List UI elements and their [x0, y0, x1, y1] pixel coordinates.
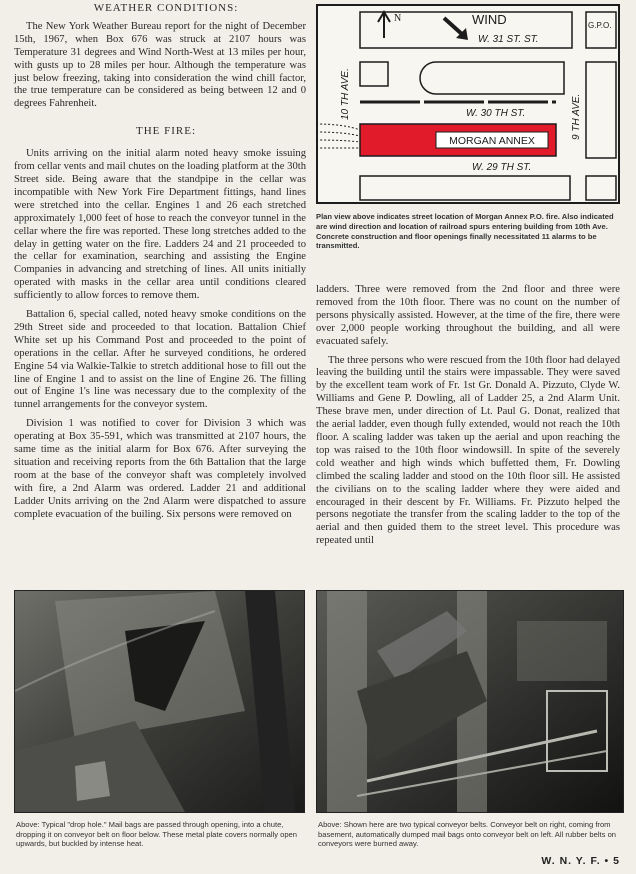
street-map-drawing: [316, 4, 620, 204]
morgan-annex-label: MORGAN ANNEX: [449, 135, 535, 147]
ave-10-label: 10 TH AVE.: [340, 68, 351, 120]
gpo-label: G.P.O.: [588, 21, 612, 30]
north-label: N: [394, 13, 402, 24]
photo-drop-hole-image: [15, 591, 304, 812]
weather-paragraph: The New York Weather Bureau report for the night of December 15th, 1967, when Box 676 was struck at 2107 hours was Temperature 31 degrees and Wind North-West at 13 miles per hour, with gusts up to 28 miles per hour. Although the temperature was just below freezing, taking into consideration the wind chill factor, the true temperature can be considered as being between 12 and 0 degrees Fahrenheit.: [14, 20, 306, 110]
wind-label: WIND: [472, 12, 507, 27]
left-column: [14, 2, 306, 528]
street-29-label: W. 29 TH ST.: [472, 162, 532, 173]
photo-conveyor-belts-image: [317, 591, 623, 812]
fire-paragraph-2: Battalion 6, special called, noted heavy smoke conditions on the 29th Street side and proceeded to that location. Battalion Chief White set up his Command Post and proceeded to the point of operations in the cellar. After he surveyed conditions, he ordered Engine 54 via Walkie-Talkie to stretch additional hose to fill out the line of Engine 1 and to assist on the line of Engine 26. The filling out of Engine 1's line was necessary due to the complexity of the tunnel arrangements for the conveyor system.: [14, 309, 306, 411]
photo-drop-hole: [14, 590, 305, 813]
right-paragraph-1: ladders. Three were removed from the 2nd floor and three were removed from the 10th floor. There was no count on the number of persons physically assisted. However, at the time of the fire, there were over 2,000 people working throughout the building, and all were evacuated safely.: [316, 284, 620, 347]
photo-conveyor-belts: [316, 590, 624, 813]
page-footer: W. N. Y. F. • 5: [541, 855, 620, 867]
photo-left-caption: Above: Typical "drop hole." Mail bags are passed through opening, into a chute, dropping it on conveyor belt on floor below. These metal plate covers normally open upwards, but buckled by intense heat.: [16, 820, 297, 849]
fire-heading: THE FIRE:: [135, 125, 197, 138]
street-30-label: W. 30 TH ST.: [466, 108, 526, 119]
fire-paragraph-3: Division 1 was notified to cover for Division 3 which was operating at Box 35-591, which was transmitted at 2107 hours, the same time as the initial alarm for Box 676. After surveying the situation and receiving reports from the 6th Battalion that the large room at the base of the conveyor shaft was completely involved with fire, a 2nd Alarm was ordered. Ladder 21 and additional Ladder Units arriving on the 2nd Alarm were dispatched to assure complete evacuation of the builing. Six persons were removed on: [14, 418, 306, 520]
ave-9-label: 9 TH AVE.: [571, 93, 582, 140]
right-column: [316, 284, 620, 554]
fire-paragraph-1: Units arriving on the initial alarm noted heavy smoke issuing from cellar vents and mail chutes on the loading platform at the 30th Street side. Being aware that the standpipe in the cellar was incompatible with New York Fire Department fittings, hand lines were stretched into the cellar. Engines 1 and 26 each stretched approximately 1,000 feet of hose to reach the conveyor tunnel in the cellar where the fire was reported. These long stretches added to the delay in getting water on the fire. Ladders 24 and 21 proceeded to the cellar for examination, searching and assisting the Engine Companies in advancing and stretching of lines. All units initially operated with masks in the cellar area until conditions cleared sufficiently to allow forces to remove them.: [14, 148, 306, 302]
weather-heading: WEATHER CONDITIONS:: [93, 2, 239, 14]
photo-right-caption: Above: Shown here are two typical conveyor belts. Conveyor belt on right, coming from basement, automatically dumped mail bags onto conveyor belt on left. All rubber belts on conveyors were burned away.: [318, 820, 617, 849]
street-map: [316, 4, 620, 204]
right-paragraph-2: The three persons who were rescued from the 10th floor had delayed leaving the building until the stairs were impassable. They were saved by the excellent team work of Fr. 1st Gr. Donald A. Pizzuto, Clyde W. Williams and Gene P. Dowling, all of Ladder 25, a 2nd Alarm Unit. These brave men, under direction of Lt. Paul G. Donat, realized that the aerial ladder, even though fully extended, would not reach the 10th floor. A scaling ladder was taken up the aerial and upon reaching the top was raised to the 10th floor windowsill. In spite of the severely cold weather and high winds which buffetted them, Fr. Dowling climbed the scaling ladder and stood on the 10th floor sill. He assisted the civilians on to the scaling ladder where they were aided and encouraged in their descent by Fr. Williams. Fr. Pizzuto helped the persons negotiate the transfer from the scaling ladder to the top of the aerial and then guided them to the street level. This procedure was repeated until: [316, 354, 620, 547]
map-caption: Plan view above indicates street location of Morgan Annex P.O. fire. Also indicated are wind direction and location of railroad spurs entering building from 10th Ave. Concrete construction and floor openings finally necessitated 11 alarms to be transmitted.: [316, 212, 614, 251]
street-31-label: W. 31 ST. ST.: [478, 34, 539, 45]
